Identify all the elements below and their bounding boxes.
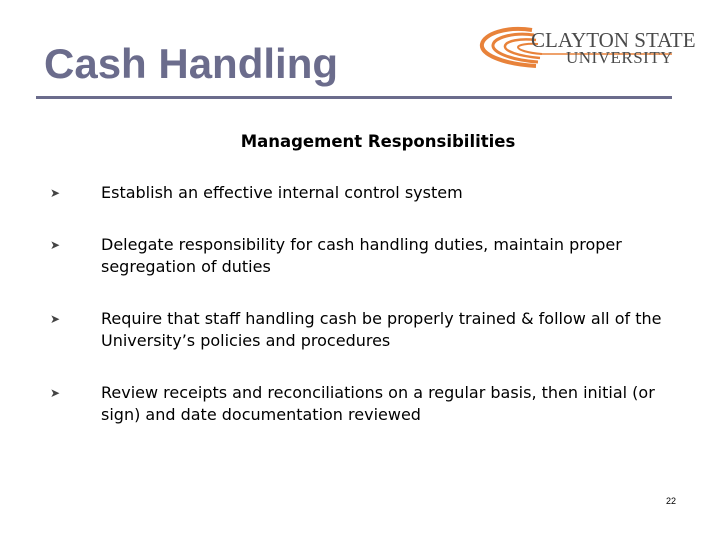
slide-title: Cash Handling bbox=[44, 40, 339, 87]
list-item bbox=[50, 382, 680, 426]
arrowhead-bullet-icon: ➤ bbox=[50, 238, 61, 252]
arrowhead-bullet-icon: ➤ bbox=[50, 312, 61, 326]
list-item bbox=[50, 308, 680, 352]
page-number: 22 bbox=[665, 496, 676, 506]
section-subtitle: Management Responsibilities bbox=[240, 132, 516, 151]
list-item-text: Review receipts and reconciliations on a regular basis, then initial (or sign) and date documentation reviewed bbox=[101, 383, 655, 424]
list-item bbox=[50, 182, 680, 204]
title-divider bbox=[36, 96, 672, 99]
logo-text-line2: UNIVERSITY bbox=[566, 48, 673, 67]
list-item-text: Establish an effective internal control system bbox=[101, 183, 463, 202]
list-item-text: Delegate responsibility for cash handling duties, maintain proper segregation of duties bbox=[101, 235, 622, 276]
arrowhead-bullet-icon: ➤ bbox=[50, 186, 61, 200]
clayton-state-logo bbox=[476, 20, 696, 70]
list-item-text: Require that staff handling cash be properly trained & follow all of the University’s policies and procedures bbox=[101, 309, 662, 350]
logo-text-line1: CLAYTON STATE bbox=[531, 28, 696, 52]
arrowhead-bullet-icon: ➤ bbox=[50, 386, 61, 400]
responsibilities-list bbox=[50, 182, 680, 426]
list-item bbox=[50, 234, 680, 278]
